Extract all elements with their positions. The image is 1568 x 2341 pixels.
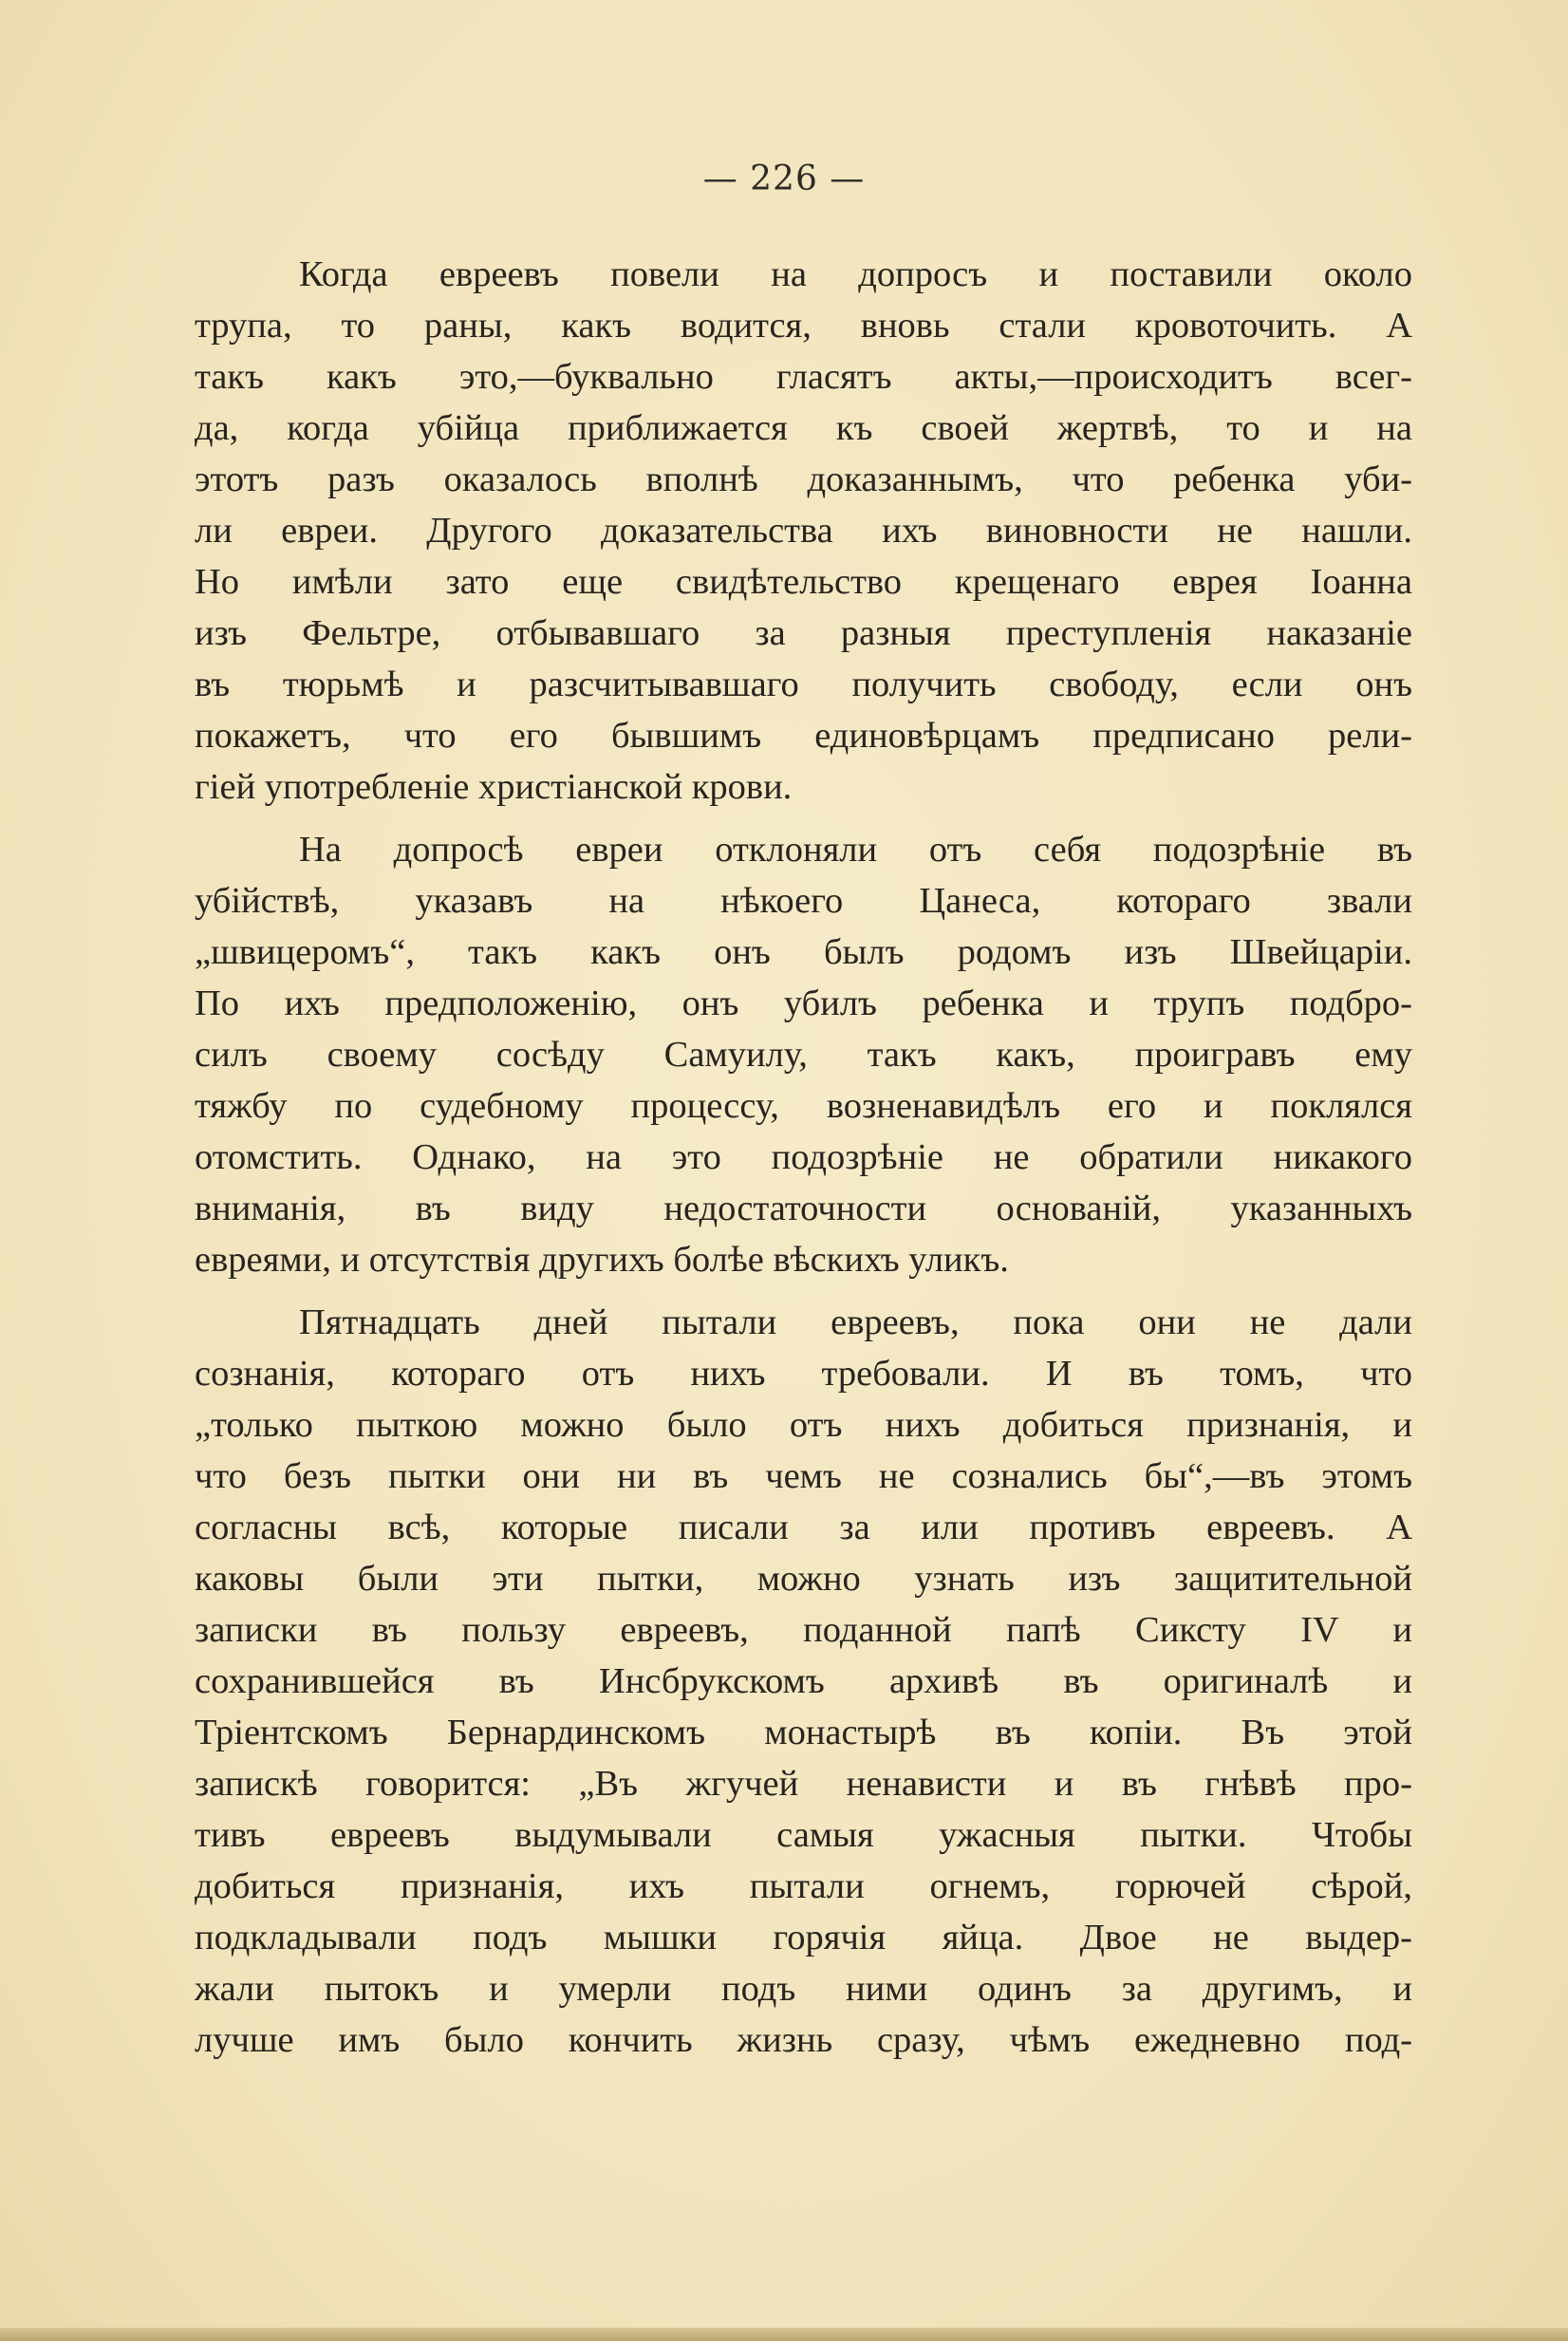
text-line: Но имѣли зато еще свидѣтельство крещенаго еврея Іоанна bbox=[195, 562, 1412, 602]
text-line: такъ какъ это,—буквально гласятъ акты,—происходитъ всег- bbox=[195, 357, 1412, 397]
text-line: силъ своему сосѣду Самуилу, такъ какъ, проигравъ ему bbox=[195, 1035, 1412, 1075]
text-line: добиться признанія, ихъ пытали огнемъ, горючей сѣрой, bbox=[195, 1866, 1412, 1906]
text-line: подкладывали подъ мышки горячія яйца. Двое не выдер- bbox=[195, 1918, 1412, 1957]
text-line: По ихъ предположенію, онъ убилъ ребенка и трупъ подбро- bbox=[195, 983, 1412, 1023]
text-line: На допросѣ евреи отклоняли отъ себя подозрѣніе въ bbox=[299, 830, 1412, 870]
text-line: въ тюрьмѣ и разсчитывавшаго получить свободу, если онъ bbox=[195, 665, 1412, 704]
text-line: записки въ пользу евреевъ, поданной папѣ Сиксту IV и bbox=[195, 1610, 1412, 1650]
text-line: покажетъ, что его бывшимъ единовѣрцамъ предписано рели- bbox=[195, 716, 1412, 756]
text-line: запискѣ говорится: „Въ жгучей ненависти и въ гнѣвѣ про- bbox=[195, 1764, 1412, 1804]
body-text bbox=[195, 249, 1412, 2066]
text-line: отомстить. Однако, на это подозрѣніе не обратили никакого bbox=[195, 1137, 1412, 1177]
text-line: тяжбу по судебному процессу, возненавидѣлъ его и поклялся bbox=[195, 1086, 1412, 1126]
text-line: Когда евреевъ повели на допросъ и поставили около bbox=[299, 254, 1412, 294]
text-line: убійствѣ, указавъ на нѣкоего Цанеса, котораго звали bbox=[195, 881, 1412, 921]
text-line: гіей употребленіе христіанской крови. bbox=[195, 767, 793, 807]
text-line: лучше имъ было кончить жизнь сразу, чѣмъ ежедневно под- bbox=[195, 2020, 1412, 2060]
text-line: Тріентскомъ Бернардинскомъ монастырѣ въ копіи. Въ этой bbox=[195, 1713, 1412, 1752]
text-line: трупа, то раны, какъ водится, вновь стали кровоточить. А bbox=[195, 306, 1412, 346]
text-line: ли евреи. Другого доказательства ихъ виновности не нашли. bbox=[195, 511, 1412, 551]
text-line: „только пыткою можно было отъ нихъ добиться признанія, и bbox=[195, 1405, 1412, 1445]
text-line: „швицеромъ“, такъ какъ онъ былъ родомъ изъ Швейцаріи. bbox=[195, 932, 1412, 972]
text-line: жали пытокъ и умерли подъ ними одинъ за другимъ, и bbox=[195, 1969, 1412, 2009]
text-line: Пятнадцать дней пытали евреевъ, пока они не дали bbox=[299, 1302, 1412, 1342]
page-bottom-edge bbox=[0, 2328, 1568, 2341]
paragraph-gap bbox=[195, 813, 1412, 824]
text-line: сохранившейся въ Инсбрукскомъ архивѣ въ оригиналѣ и bbox=[195, 1661, 1412, 1701]
text-line: тивъ евреевъ выдумывали самыя ужасныя пытки. Чтобы bbox=[195, 1815, 1412, 1855]
text-line: да, когда убійца приближается къ своей жертвѣ, то и на bbox=[195, 408, 1412, 448]
text-line: вниманія, въ виду недостаточности основаній, указанныхъ bbox=[195, 1189, 1412, 1228]
page-number: — 226 — bbox=[702, 159, 866, 198]
text-line: этотъ разъ оказалось вполнѣ доказаннымъ, что ребенка уби- bbox=[195, 459, 1412, 499]
text-line: сознанія, котораго отъ нихъ требовали. И въ томъ, что bbox=[195, 1354, 1412, 1394]
text-line: что безъ пытки они ни въ чемъ не сознались бы“,—въ этомъ bbox=[195, 1456, 1412, 1496]
text-line: каковы были эти пытки, можно узнать изъ защитительной bbox=[195, 1559, 1412, 1599]
text-line: евреями, и отсутствія другихъ болѣе вѣскихъ уликъ. bbox=[195, 1240, 1009, 1280]
paragraph-gap bbox=[195, 1285, 1412, 1297]
text-line: изъ Фельтре, отбывавшаго за разныя преступленія наказаніе bbox=[195, 613, 1412, 653]
text-line: согласны всѣ, которые писали за или противъ евреевъ. А bbox=[195, 1508, 1412, 1547]
